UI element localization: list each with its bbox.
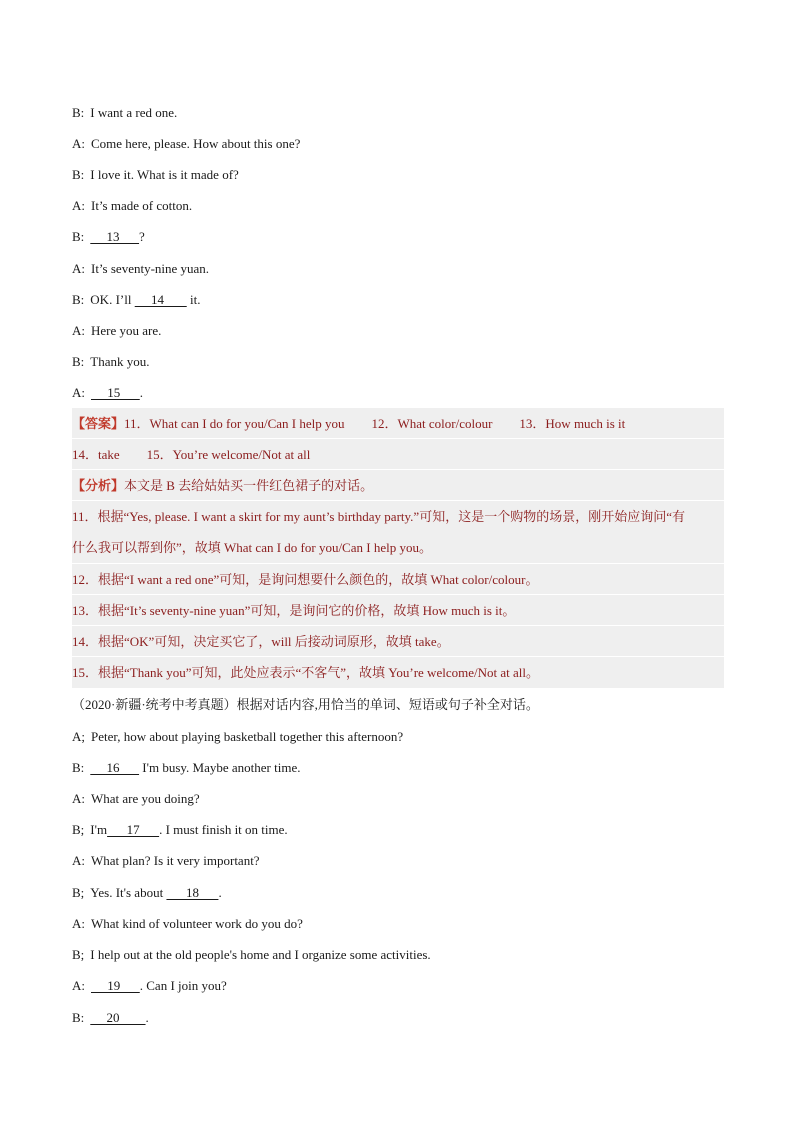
answer-13: 13．How much is it bbox=[519, 416, 626, 431]
dialogue-line bbox=[72, 783, 724, 814]
speaker-label: B: bbox=[72, 167, 85, 182]
speaker-label: A: bbox=[72, 385, 85, 400]
answer-15: 15．You’re welcome/Not at all bbox=[146, 447, 311, 462]
section-header: （2020·新疆·统考中考真题）根据对话内容,用恰当的单词、短语或句子补全对话。 bbox=[72, 697, 539, 712]
speaker-label: B: bbox=[72, 1010, 85, 1025]
line-text: I help out at the old people's home and I organize some activities. bbox=[90, 947, 431, 962]
speaker-label: A: bbox=[72, 978, 85, 993]
dialogue-line bbox=[72, 377, 724, 408]
analysis-11-cont: 什么我可以帮到你”，故填 What can I do for you/Can I help you。 bbox=[72, 540, 432, 555]
line-pre: OK. I’ll bbox=[90, 292, 135, 307]
blank-13[interactable]: 13 bbox=[90, 229, 140, 244]
analysis-11: 11．根据“Yes, please. I want a skirt for my aunt’s birthday party.”可知，这是一个购物的场景，刚开始应询问“有 bbox=[72, 509, 685, 524]
line-post: . bbox=[218, 885, 222, 900]
analysis-13: 13．根据“It’s seventy-nine yuan”可知，是询问它的价格，故填 How much is it。 bbox=[72, 603, 516, 618]
speaker-label: B: bbox=[72, 760, 85, 775]
dialogue-line bbox=[72, 159, 724, 190]
line-post: . bbox=[145, 1010, 149, 1025]
analysis-12: 12．根据“I want a red one”可知，是询问想要什么颜色的，故填 What color/colour。 bbox=[72, 572, 539, 587]
analysis-tag: 【分析】 bbox=[72, 478, 125, 493]
analysis-line bbox=[72, 657, 724, 688]
line-text: What are you doing? bbox=[91, 791, 200, 806]
dialogue-line bbox=[72, 1002, 724, 1033]
analysis-line bbox=[72, 595, 724, 626]
dialogue-line bbox=[72, 814, 724, 845]
dialogue-line bbox=[72, 284, 724, 315]
analysis-summary: 本文是 B 去给姑姑买一件红色裙子的对话。 bbox=[124, 478, 374, 493]
dialogue-line bbox=[72, 721, 724, 752]
blank-16[interactable]: 16 bbox=[90, 760, 140, 775]
dialogue-line bbox=[72, 97, 724, 128]
speaker-label: A: bbox=[72, 853, 85, 868]
line-text: Thank you. bbox=[90, 354, 150, 369]
analysis-15: 15．根据“Thank you”可知，此处应表示“不客气”，故填 You’re welcome/Not at all。 bbox=[72, 665, 539, 680]
dialogue-line bbox=[72, 346, 724, 377]
speaker-label: A: bbox=[72, 198, 85, 213]
blank-15[interactable]: 15 bbox=[91, 385, 140, 400]
dialogue-line bbox=[72, 221, 724, 252]
line-text: What kind of volunteer work do you do? bbox=[91, 916, 303, 931]
blank-18[interactable]: 18 bbox=[166, 885, 219, 900]
line-text: It’s seventy-nine yuan. bbox=[91, 261, 210, 276]
speaker-label: B: bbox=[72, 354, 85, 369]
line-text: It’s made of cotton. bbox=[91, 198, 193, 213]
analysis-line bbox=[72, 626, 724, 657]
dialogue-line bbox=[72, 877, 724, 908]
answer-line bbox=[72, 408, 724, 439]
line-post: it. bbox=[186, 292, 201, 307]
line-text: I love it. What is it made of? bbox=[90, 167, 239, 182]
dialogue-line bbox=[72, 845, 724, 876]
line-text: What plan? Is it very important? bbox=[91, 853, 260, 868]
speaker-label: B: bbox=[72, 292, 85, 307]
answer-12: 12．What color/colour bbox=[371, 416, 493, 431]
analysis-line bbox=[72, 501, 724, 532]
answer-tag: 【答案】 bbox=[72, 416, 125, 431]
dialogue-line bbox=[72, 908, 724, 939]
line-post: . bbox=[139, 385, 143, 400]
speaker-label: A; bbox=[72, 729, 85, 744]
answer-line bbox=[72, 439, 724, 470]
speaker-label: A: bbox=[72, 261, 85, 276]
line-post: I'm busy. Maybe another time. bbox=[139, 760, 301, 775]
dialogue-line bbox=[72, 190, 724, 221]
blank-17[interactable]: 17 bbox=[107, 822, 160, 837]
blank-14[interactable]: 14 bbox=[134, 292, 187, 307]
line-post: ? bbox=[139, 229, 145, 244]
speaker-label: A: bbox=[72, 916, 85, 931]
line-post: . I must finish it on time. bbox=[159, 822, 288, 837]
blank-20[interactable]: 20 bbox=[90, 1010, 146, 1025]
analysis-line bbox=[72, 470, 724, 501]
line-text: Here you are. bbox=[91, 323, 162, 338]
speaker-label: B: bbox=[72, 229, 85, 244]
dialogue-line bbox=[72, 970, 724, 1001]
speaker-label: B: bbox=[72, 105, 85, 120]
speaker-label: B; bbox=[72, 885, 85, 900]
dialogue-line bbox=[72, 939, 724, 970]
answer-14: 14．take bbox=[72, 447, 120, 462]
line-post: . Can I join you? bbox=[139, 978, 227, 993]
line-pre: Yes. It's about bbox=[90, 885, 167, 900]
dialogue-line bbox=[72, 253, 724, 284]
analysis-line bbox=[72, 532, 724, 563]
answer-11: 11．What can I do for you/Can I help you bbox=[124, 416, 345, 431]
dialogue-line bbox=[72, 752, 724, 783]
line-pre: I'm bbox=[90, 822, 108, 837]
line-text: Peter, how about playing basketball together this afternoon? bbox=[91, 729, 404, 744]
blank-19[interactable]: 19 bbox=[91, 978, 140, 993]
analysis-14: 14．根据“OK”可知，决定买它了，will 后接动词原形，故填 take。 bbox=[72, 634, 450, 649]
speaker-label: A: bbox=[72, 323, 85, 338]
speaker-label: A: bbox=[72, 136, 85, 151]
speaker-label: A: bbox=[72, 791, 85, 806]
dialogue-line bbox=[72, 315, 724, 346]
analysis-line bbox=[72, 564, 724, 595]
speaker-label: B; bbox=[72, 947, 85, 962]
dialogue-line bbox=[72, 128, 724, 159]
speaker-label: B; bbox=[72, 822, 85, 837]
line-text: Come here, please. How about this one? bbox=[91, 136, 301, 151]
line-text: I want a red one. bbox=[90, 105, 178, 120]
